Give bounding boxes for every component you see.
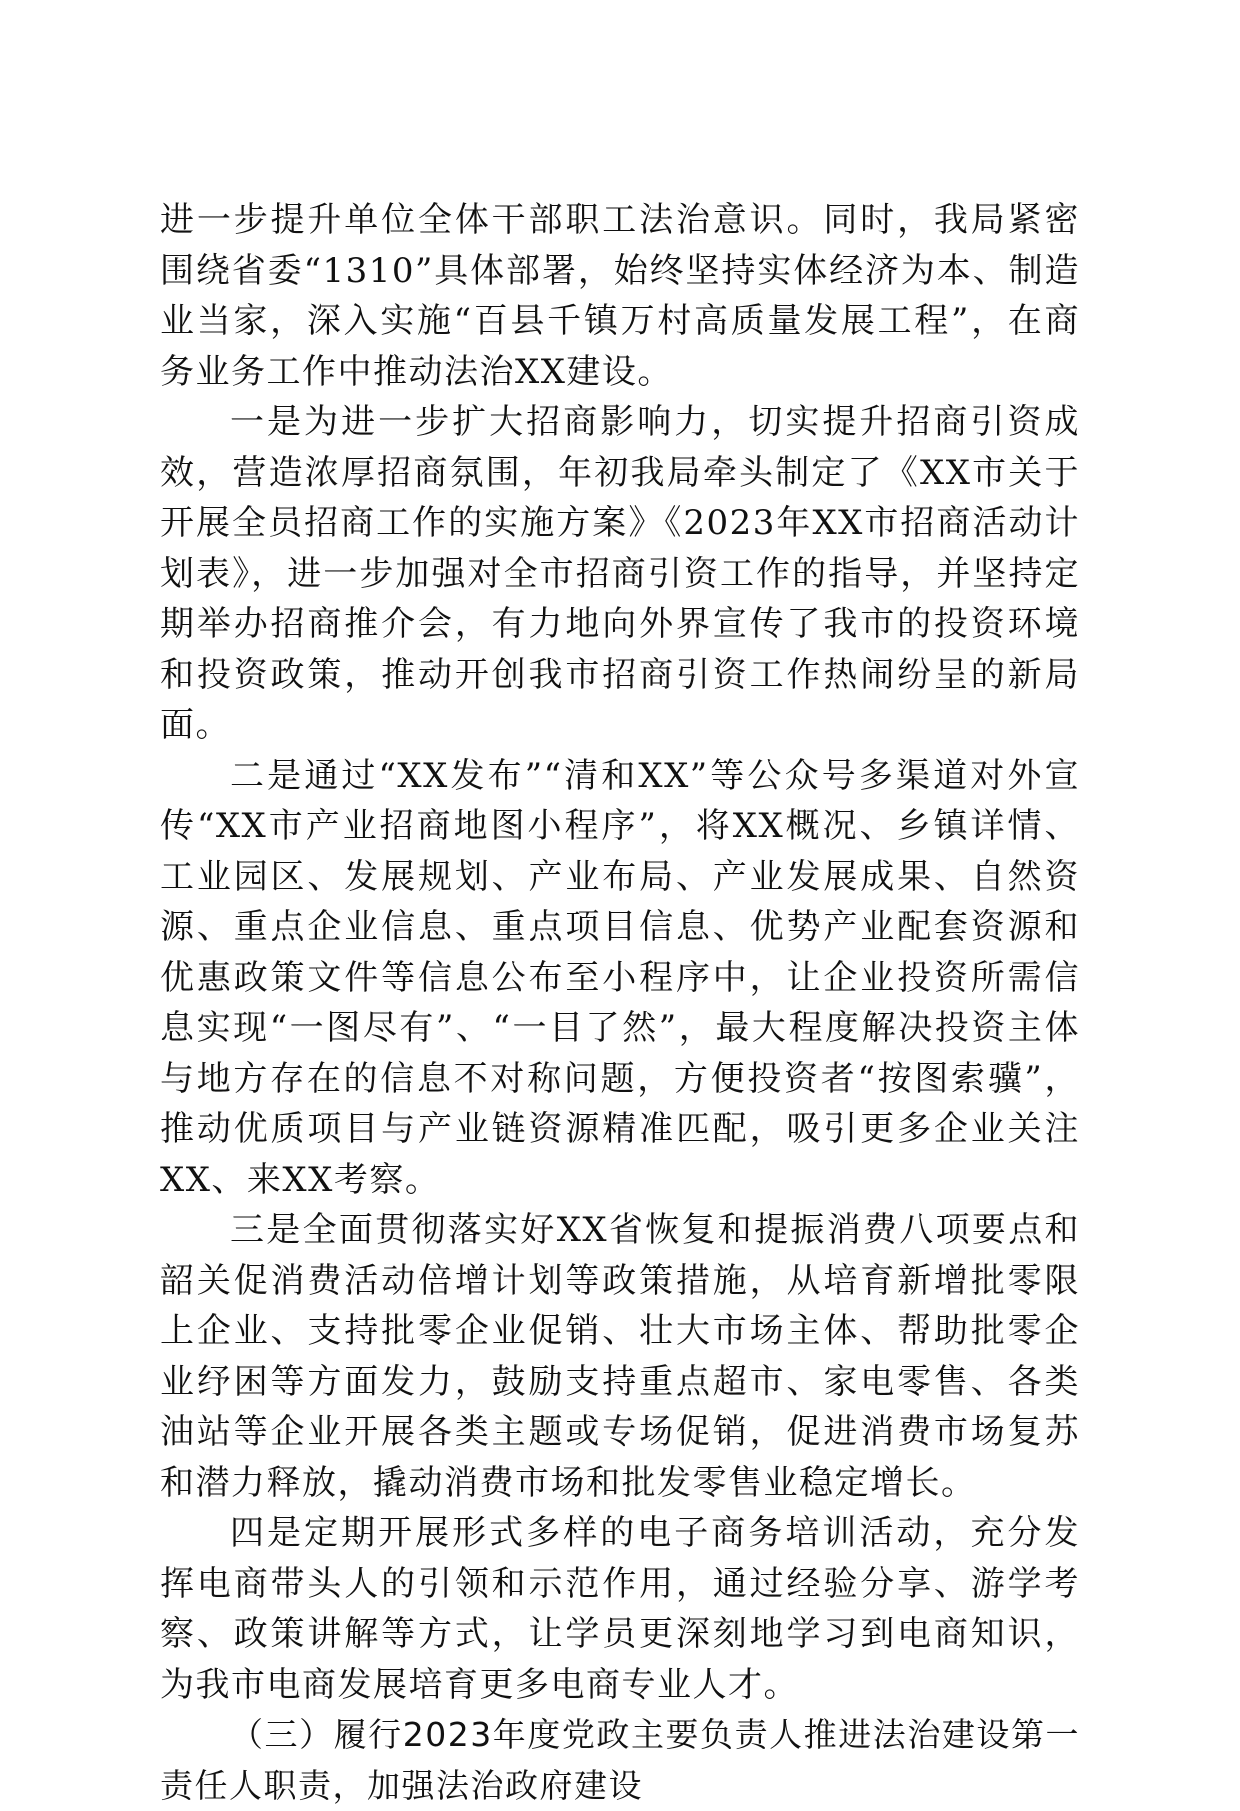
body-paragraph-continuation: 进一步提升单位全体干部职工法治意识。同时，我局紧密围绕省委“1310”具体部署，始终坚持实体经济为本、制造业当家，深入实施“百县千镇万村高质量发展工程”，在商务业务工作中推动法治XX建设。 [160, 200, 1080, 392]
section-heading: （三）履行2023年度党政主要负责人推进法治建设第一责任人职责，加强法治政府建设 [160, 1715, 1080, 1805]
document-page [160, 195, 1080, 1811]
body-paragraph-item-3: 三是全面贯彻落实好XX省恢复和提振消费八项要点和韶关促消费活动倍增计划等政策措施，从培育新增批零限上企业、支持批零企业促销、壮大市场主体、帮助批零企业纾困等方面发力，鼓励支持重点超市、家电零售、各类油站等企业开展各类主题或专场促销，促进消费市场复苏和潜力释放，撬动消费市场和批发零售业稳定增长。 [160, 1210, 1080, 1503]
body-paragraph-item-1: 一是为进一步扩大招商影响力，切实提升招商引资成效，营造浓厚招商氛围，年初我局牵头制定了《XX市关于开展全员招商工作的实施方案》《2023年XX市招商活动计划表》，进一步加强对全市招商引资工作的指导，并坚持定期举办招商推介会，有力地向外界宣传了我市的投资环境和投资政策，推动开创我市招商引资工作热闹纷呈的新局面。 [160, 402, 1080, 745]
body-paragraph-item-4: 四是定期开展形式多样的电子商务培训活动，充分发挥电商带头人的引领和示范作用，通过经验分享、游学考察、政策讲解等方式，让学员更深刻地学习到电商知识，为我市电商发展培育更多电商专业人才。 [160, 1513, 1080, 1705]
body-paragraph-item-2: 二是通过“XX发布”“清和XX”等公众号多渠道对外宣传“XX市产业招商地图小程序”，将XX概况、乡镇详情、工业园区、发展规划、产业布局、产业发展成果、自然资源、重点企业信息、重点项目信息、优势产业配套资源和优惠政策文件等信息公布至小程序中，让企业投资所需信息实现“一图尽有”、“一目了然”，最大程度解决投资主体与地方存在的信息不对称问题，方便投资者“按图索骥”，推动优质项目与产业链资源精准匹配，吸引更多企业关注XX、来XX考察。 [160, 755, 1080, 1200]
